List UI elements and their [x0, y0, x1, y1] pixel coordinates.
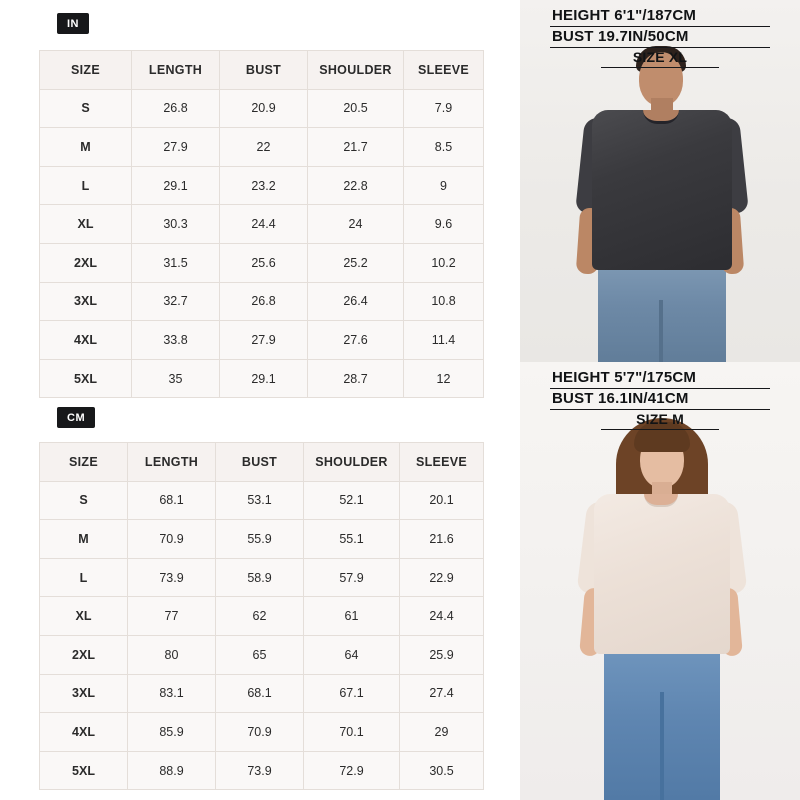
column-header-bust: BUST [220, 51, 308, 90]
size-table-inches [39, 50, 484, 398]
cell-length: 73.9 [128, 558, 216, 597]
table-row [40, 713, 484, 752]
cell-bust: 68.1 [216, 674, 304, 713]
cell-shoulder: 67.1 [304, 674, 400, 713]
column-header-shoulder: SHOULDER [304, 443, 400, 482]
cell-shoulder: 28.7 [308, 359, 404, 398]
cell-sleeve: 22.9 [400, 558, 484, 597]
cell-length: 27.9 [132, 128, 220, 167]
cell-bust: 25.6 [220, 243, 308, 282]
cell-bust: 70.9 [216, 713, 304, 752]
table-row [40, 635, 484, 674]
cell-sleeve: 27.4 [400, 674, 484, 713]
cell-size: 2XL [40, 635, 128, 674]
female-jeans-seam [660, 692, 664, 800]
cell-length: 77 [128, 597, 216, 636]
cell-shoulder: 52.1 [304, 481, 400, 520]
cell-length: 83.1 [128, 674, 216, 713]
column-header-bust: BUST [216, 443, 304, 482]
cell-length: 29.1 [132, 166, 220, 205]
table-row [40, 597, 484, 636]
cell-shoulder: 25.2 [308, 243, 404, 282]
cell-length: 30.3 [132, 205, 220, 244]
cell-size: S [40, 89, 132, 128]
cell-size: 5XL [40, 751, 128, 790]
cell-sleeve: 20.1 [400, 481, 484, 520]
cell-shoulder: 55.1 [304, 520, 400, 559]
column-header-shoulder: SHOULDER [308, 51, 404, 90]
cell-sleeve: 9 [404, 166, 484, 205]
table-row [40, 205, 484, 244]
table-row [40, 558, 484, 597]
table-row [40, 751, 484, 790]
cell-sleeve: 30.5 [400, 751, 484, 790]
unit-badge-in [57, 13, 89, 34]
cell-length: 26.8 [132, 89, 220, 128]
cell-shoulder: 72.9 [304, 751, 400, 790]
cell-shoulder: 61 [304, 597, 400, 636]
cell-shoulder: 27.6 [308, 321, 404, 360]
male-bust-spec: BUST 19.7IN/50CM [550, 27, 770, 48]
table-row [40, 243, 484, 282]
table-row [40, 89, 484, 128]
cell-length: 80 [128, 635, 216, 674]
cell-size: 4XL [40, 321, 132, 360]
table-row [40, 520, 484, 559]
cell-bust: 29.1 [220, 359, 308, 398]
cell-sleeve: 10.2 [404, 243, 484, 282]
cell-bust: 65 [216, 635, 304, 674]
column-header-size: SIZE [40, 443, 128, 482]
cell-size: 4XL [40, 713, 128, 752]
cell-shoulder: 64 [304, 635, 400, 674]
cell-length: 68.1 [128, 481, 216, 520]
cell-size: L [40, 558, 128, 597]
cell-size: XL [40, 205, 132, 244]
table-row [40, 674, 484, 713]
column-header-sleeve: SLEEVE [404, 51, 484, 90]
female-size-spec: SIZE M [601, 410, 719, 430]
cell-sleeve: 9.6 [404, 205, 484, 244]
cell-size: XL [40, 597, 128, 636]
cell-sleeve: 10.8 [404, 282, 484, 321]
cell-bust: 58.9 [216, 558, 304, 597]
cell-bust: 27.9 [220, 321, 308, 360]
cell-sleeve: 24.4 [400, 597, 484, 636]
cell-bust: 20.9 [220, 89, 308, 128]
cell-shoulder: 26.4 [308, 282, 404, 321]
cell-size: M [40, 128, 132, 167]
cell-bust: 53.1 [216, 481, 304, 520]
table-row [40, 128, 484, 167]
unit-badge-in-label: IN [57, 13, 89, 34]
model-photos-column [520, 0, 800, 800]
column-header-sleeve: SLEEVE [400, 443, 484, 482]
cell-sleeve: 25.9 [400, 635, 484, 674]
cell-shoulder: 21.7 [308, 128, 404, 167]
cell-sleeve: 12 [404, 359, 484, 398]
cell-sleeve: 21.6 [400, 520, 484, 559]
cell-bust: 73.9 [216, 751, 304, 790]
column-header-size: SIZE [40, 51, 132, 90]
cell-size: 2XL [40, 243, 132, 282]
cell-shoulder: 70.1 [304, 713, 400, 752]
cell-shoulder: 22.8 [308, 166, 404, 205]
cell-bust: 62 [216, 597, 304, 636]
table-row [40, 359, 484, 398]
table-row [40, 166, 484, 205]
cell-shoulder: 20.5 [308, 89, 404, 128]
cell-length: 31.5 [132, 243, 220, 282]
model-specs-female [550, 368, 770, 430]
male-size-spec: SIZE XL [601, 48, 719, 68]
cell-bust: 26.8 [220, 282, 308, 321]
model-specs-male [550, 6, 770, 68]
female-height-spec: HEIGHT 5'7"/175CM [550, 368, 770, 389]
cell-sleeve: 7.9 [404, 89, 484, 128]
cell-length: 70.9 [128, 520, 216, 559]
cell-length: 35 [132, 359, 220, 398]
cell-bust: 23.2 [220, 166, 308, 205]
male-tshirt [592, 110, 732, 270]
cell-bust: 55.9 [216, 520, 304, 559]
unit-badge-cm [57, 407, 95, 428]
cell-bust: 22 [220, 128, 308, 167]
cell-length: 88.9 [128, 751, 216, 790]
size-table-cm [39, 442, 484, 790]
cell-sleeve: 8.5 [404, 128, 484, 167]
column-header-length: LENGTH [128, 443, 216, 482]
cell-size: 5XL [40, 359, 132, 398]
table-row [40, 481, 484, 520]
cell-size: S [40, 481, 128, 520]
male-height-spec: HEIGHT 6'1"/187CM [550, 6, 770, 27]
cell-size: M [40, 520, 128, 559]
table-header-row [40, 51, 484, 90]
cell-size: L [40, 166, 132, 205]
unit-badge-cm-label: CM [57, 407, 95, 428]
cell-sleeve: 11.4 [404, 321, 484, 360]
cell-size: 3XL [40, 282, 132, 321]
female-bust-spec: BUST 16.1IN/41CM [550, 389, 770, 410]
table-row [40, 282, 484, 321]
female-tshirt [594, 494, 730, 654]
cell-length: 33.8 [132, 321, 220, 360]
male-jeans-seam [659, 300, 663, 362]
column-header-length: LENGTH [132, 51, 220, 90]
cell-shoulder: 57.9 [304, 558, 400, 597]
table-header-row [40, 443, 484, 482]
cell-bust: 24.4 [220, 205, 308, 244]
table-row [40, 321, 484, 360]
cell-shoulder: 24 [308, 205, 404, 244]
cell-size: 3XL [40, 674, 128, 713]
cell-sleeve: 29 [400, 713, 484, 752]
cell-length: 85.9 [128, 713, 216, 752]
cell-length: 32.7 [132, 282, 220, 321]
